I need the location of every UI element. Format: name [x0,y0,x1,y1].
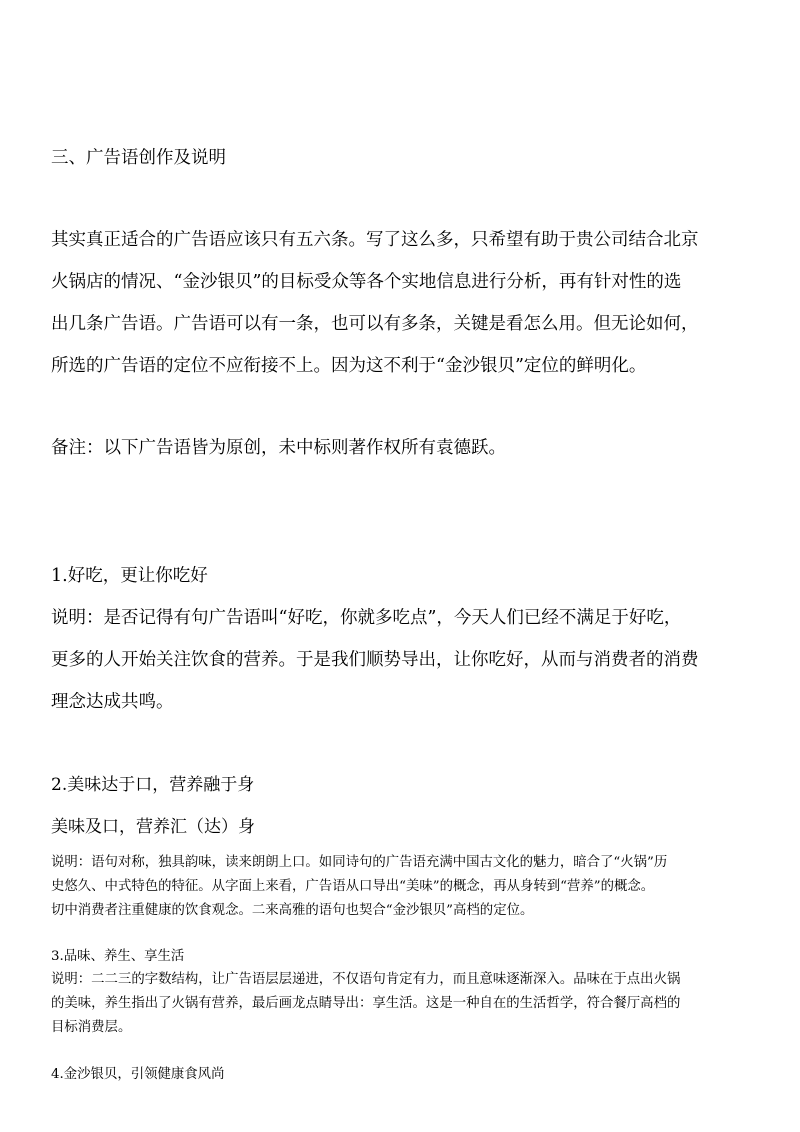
slogan-3-explanation-line-2: 的美味，养生指出了火锅有营养，最后画龙点睛导出：享生活。这是一种自在的生活哲学，符合餐厅高档的 [51,996,681,1011]
intro-line-2: 火锅店的情况、“金沙银贝”的目标受众等各个实地信息进行分析，再有针对性的选 [51,272,682,292]
slogan-1-explanation-line-1: 说明：是否记得有句广告语叫“好吃，你就多吃点”，今天人们已经不满足于好吃， [51,608,682,628]
copyright-note: 备注：以下广告语皆为原创，未中标则著作权所有袁德跃。 [51,438,506,458]
intro-line-3: 出几条广告语。广告语可以有一条，也可以有多条，关键是看怎么用。但无论如何， [51,314,699,334]
slogan-3-explanation-line-1: 说明：二二三的字数结构，让广告语层层递进，不仅语句肯定有力，而且意味逐渐深入。品味在于点出火锅 [51,972,681,987]
slogan-3-title: 3.品味、养生、享生活 [51,949,185,964]
intro-line-4: 所选的广告语的定位不应衔接不上。因为这不利于“金沙银贝”定位的鲜明化。 [51,356,647,376]
slogan-3-explanation-line-3: 目标消费层。 [51,1020,132,1035]
slogan-2-explanation-line-1: 说明：语句对称，独具韵味，读来朗朗上口。如同诗句的广告语充满中国古文化的魅力，暗合了“火锅”历 [51,855,668,870]
slogan-2-explanation-line-3: 切中消费者注重健康的饮食观念。二来高雅的语句也契合“金沙银贝”高档的定位。 [51,903,534,918]
slogan-1-explanation-line-2: 更多的人开始关注饮食的营养。于是我们顺势导出，让你吃好，从而与消费者的消费 [51,650,699,670]
slogan-1-title: 1.好吃，更让你吃好 [51,566,208,586]
slogan-4-title: 4.金沙银贝，引领健康食风尚 [51,1067,225,1082]
slogan-2-title: 2.美味达于口，营养融于身 [51,775,255,795]
slogan-2-explanation-line-2: 史悠久、中式特色的特征。从字面上来看，广告语从口导出“美味”的概念，再从身转到“营养”的概念。 [51,879,655,894]
slogan-2-variant: 美味及口，营养汇（达）身 [51,817,255,837]
section-heading: 三、广告语创作及说明 [51,148,226,168]
intro-line-1: 其实真正适合的广告语应该只有五六条。写了这么多，只希望有助于贵公司结合北京 [51,230,699,250]
slogan-1-explanation-line-3: 理念达成共鸣。 [51,692,174,712]
